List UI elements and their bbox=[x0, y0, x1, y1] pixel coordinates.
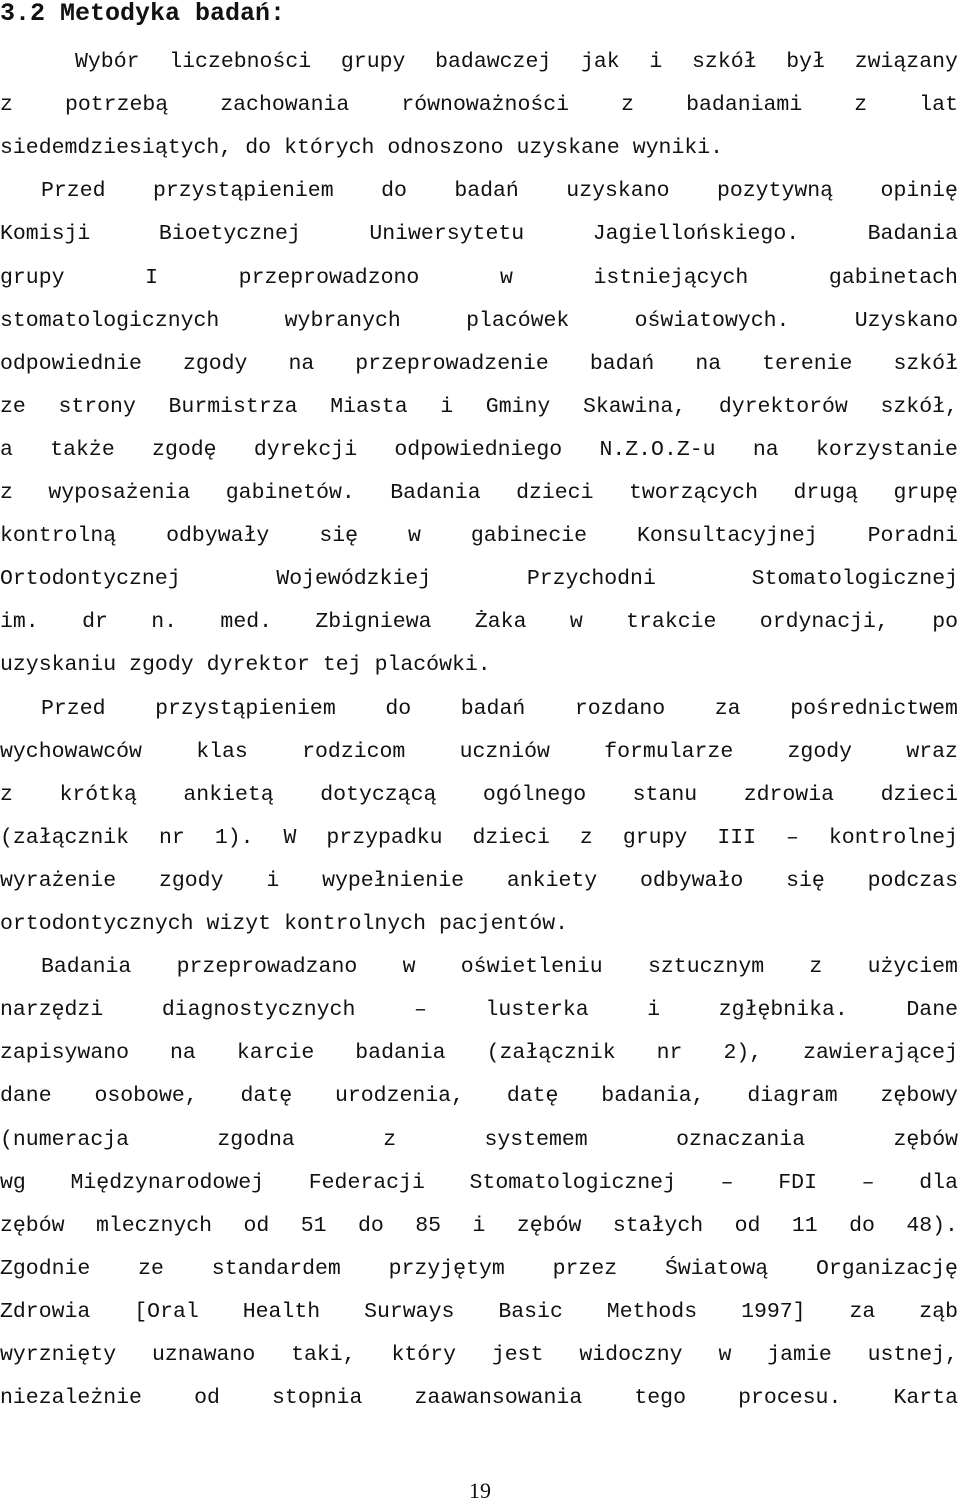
text-line: zapisywano na karcie badania (załącznik nr 2), zawierającej bbox=[0, 1041, 958, 1066]
section-heading: 3.2 Metodyka badań: bbox=[0, 0, 286, 28]
text-line: Przed przystąpieniem do badań uzyskano pozytywną opinię bbox=[41, 179, 958, 204]
text-line: Ortodontycznej Wojewódzkiej Przychodni Stomatologicznej bbox=[0, 567, 958, 592]
text-line: Zgodnie ze standardem przyjętym przez Światową Organizację bbox=[0, 1256, 958, 1281]
text-line: Komisji Bioetycznej Uniwersytetu Jagiellońskiego. Badania bbox=[0, 222, 958, 247]
text-line: dane osobowe, datę urodzenia, datę badania, diagram zębowy bbox=[0, 1084, 958, 1109]
text-line: wyrażenie zgody i wypełnienie ankiety odbywało się podczas bbox=[0, 868, 958, 893]
text-line: uzyskaniu zgody dyrektor tej placówki. bbox=[0, 653, 491, 678]
text-line: narzędzi diagnostycznych – lusterka i zgłębnika. Dane bbox=[0, 998, 958, 1023]
text-line: Badania przeprowadzano w oświetleniu sztucznym z użyciem bbox=[41, 955, 958, 980]
text-line: zębów mlecznych od 51 do 85 i zębów stałych od 11 do 48). bbox=[0, 1213, 958, 1238]
text-line: wychowawców klas rodzicom uczniów formularze zgody wraz bbox=[0, 739, 958, 764]
text-line: im. dr n. med. Zbigniewa Żaka w trakcie ordynacji, po bbox=[0, 610, 958, 635]
text-line: stomatologicznych wybranych placówek oświatowych. Uzyskano bbox=[0, 308, 958, 333]
text-line: ze strony Burmistrza Miasta i Gminy Skawina, dyrektorów szkół, bbox=[0, 394, 958, 419]
text-line: (załącznik nr 1). W przypadku dzieci z grupy III – kontrolnej bbox=[0, 825, 958, 850]
text-line: z potrzebą zachowania równoważności z badaniami z lat bbox=[0, 93, 958, 118]
text-line: ortodontycznych wizyt kontrolnych pacjentów. bbox=[0, 912, 569, 936]
page-number: 19 bbox=[469, 1478, 491, 1503]
text-line: niezależnie od stopnia zaawansowania tego procesu. Karta bbox=[0, 1386, 958, 1411]
text-line: z krótką ankietą dotyczącą ogólnego stanu zdrowia dzieci bbox=[0, 782, 958, 807]
text-line: grupy I przeprowadzono w istniejących gabinetach bbox=[0, 265, 958, 290]
text-line: z wyposażenia gabinetów. Badania dzieci tworzących drugą grupę bbox=[0, 481, 958, 505]
text-line: siedemdziesiątych, do których odnoszono uzyskane wyniki. bbox=[0, 136, 724, 161]
text-line: a także zgodę dyrekcji odpowiedniego N.Z.O.Z-u na korzystanie bbox=[0, 437, 958, 462]
text-line: wg Międzynarodowej Federacji Stomatologicznej – FDI – dla bbox=[0, 1170, 958, 1195]
text-line: (numeracja zgodna z systemem oznaczania zębów bbox=[0, 1127, 958, 1152]
text-line: odpowiednie zgody na przeprowadzenie badań na terenie szkół bbox=[0, 351, 958, 376]
text-line: kontrolną odbywały się w gabinecie Konsultacyjnej Poradni bbox=[0, 524, 958, 549]
text-line: wyrznięty uznawano taki, który jest widoczny w jamie ustnej, bbox=[0, 1343, 958, 1367]
text-line: Zdrowia [Oral Health Surways Basic Methods 1997] za ząb bbox=[0, 1299, 958, 1324]
text-line: Wybór liczebności grupy badawczej jak i szkół był związany bbox=[75, 50, 958, 74]
text-line: Przed przystąpieniem do badań rozdano za pośrednictwem bbox=[41, 696, 958, 721]
